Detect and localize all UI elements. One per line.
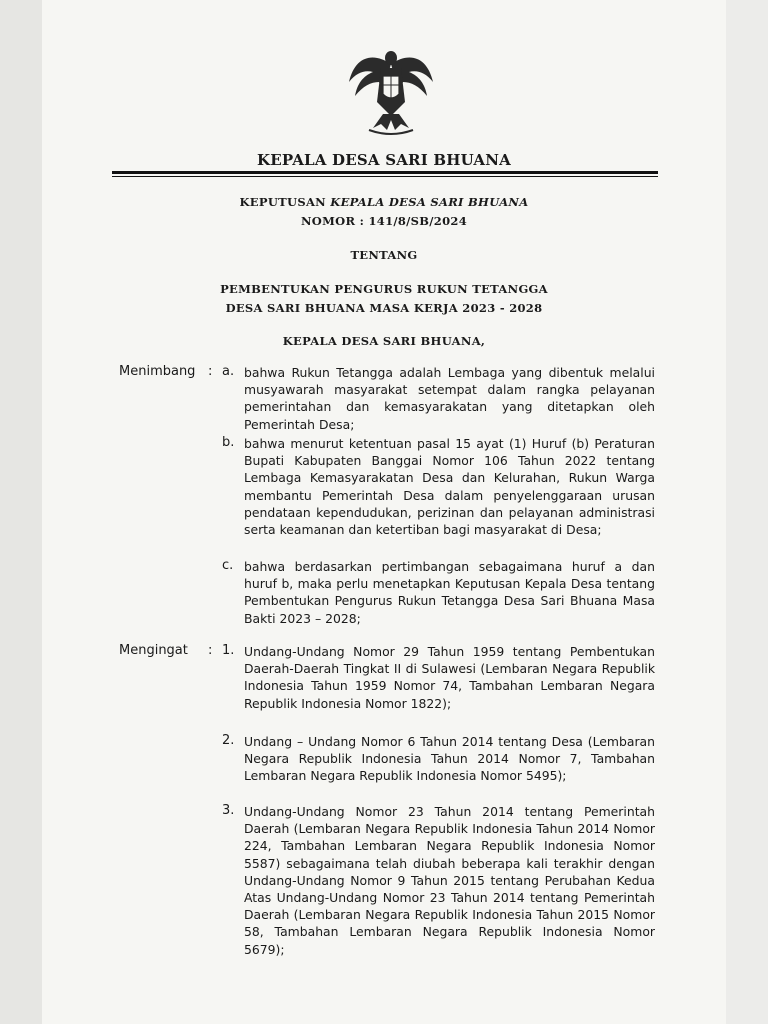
menimbang-label: Menimbang <box>119 364 196 379</box>
subject-line-2: DESA SARI BHUANA MASA KERJA 2023 - 2028 <box>225 301 543 315</box>
mengingat-item-2: Undang – Undang Nomor 6 Tahun 2014 tentang Desa (Lembaran Negara Republik Indonesia Tahun 2014 Nomor 7, Tambahan Lembaran Negara Republik Indonesia Nomor 5495); <box>244 734 655 784</box>
decision-number: NOMOR : 141/8/SB/2024 <box>300 214 468 228</box>
menimbang-item-c: bahwa berdasarkan pertimbangan sebagaimana huruf a dan huruf b, maka perlu menetapkan Keputusan Kepala Desa tentang Pembentukan Pengurus Rukun Tetangga Desa Sari Bhuana Masa Bakti 2023 – 2028; <box>244 559 655 626</box>
list-marker: b. <box>222 435 235 450</box>
issuer-heading: KEPALA DESA SARI BHUANA, <box>282 334 486 348</box>
mengingat-item-3: Undang-Undang Nomor 23 Tahun 2014 tentang Pemerintah Daerah (Lembaran Negara Republik Indonesia Tahun 2014 Nomor 224, Tambahan Lembaran Negara Republik Indonesia Nomor 5587) sebagaimana telah diubah beberapa kali terakhir dengan Undang-Undang Nomor 9 Tahun 2015 tentang Perubahan Kedua Atas Undang-Undang Nomor 23 Tahun 2014 tentang Pemerintah Daerah (Lembaran Negara Republik Indonesia Tahun 2015 Nomor 58, Tambahan Lembaran Negara Republik Indonesia Nomor 5679); <box>244 804 655 957</box>
list-marker: 1. <box>222 643 235 658</box>
decision-issuer-italic: KEPALA DESA SARI BHUANA <box>330 195 529 209</box>
decision-title <box>0 195 768 209</box>
header-rule-thin <box>112 176 658 177</box>
list-marker: 2. <box>222 733 235 748</box>
list-marker: c. <box>222 558 234 573</box>
menimbang-item-a: bahwa Rukun Tetangga adalah Lembaga yang dibentuk melalui musyawarah masyarakat setempat dalam rangka pelayanan pemerintahan dan kemasyarakatan yang ditetapkan oleh Pemerintah Desa; <box>244 365 655 432</box>
menimbang-item-b: bahwa menurut ketentuan pasal 15 ayat (1) Huruf (b) Peraturan Bupati Kabupaten Banggai Nomor 106 Tahun 2022 tentang Lembaga Kemasyarakatan Desa dan Kelurahan, Rukun Warga membantu Pemerintah Desa dalam penyelenggaraan urusan pendataan kependudukan, perizinan dan pelayanan administrasi serta keamanan dan ketertiban bagi masyarakat di Desa; <box>244 436 655 538</box>
subject-line-1: PEMBENTUKAN PENGURUS RUKUN TETANGGA <box>220 282 548 296</box>
mengingat-item-1: Undang-Undang Nomor 29 Tahun 1959 tentang Pembentukan Daerah-Daerah Tingkat II di Sulawesi (Lembaran Negara Republik Indonesia Tahun 1959 Nomor 74, Tambahan Lembaran Negara Republik Indonesia Nomor 1822); <box>244 644 655 711</box>
mengingat-label: Mengingat <box>119 643 188 658</box>
garuda-emblem-icon <box>343 42 439 138</box>
about-heading: TENTANG <box>350 248 418 262</box>
decision-prefix: KEPUTUSAN <box>239 195 326 209</box>
list-marker: 3. <box>222 803 235 818</box>
mengingat-colon: : <box>208 643 213 658</box>
header-rule-thick <box>112 171 658 174</box>
header-title: KEPALA DESA SARI BHUANA <box>256 151 512 169</box>
menimbang-colon: : <box>208 364 213 379</box>
list-marker: a. <box>222 364 235 379</box>
